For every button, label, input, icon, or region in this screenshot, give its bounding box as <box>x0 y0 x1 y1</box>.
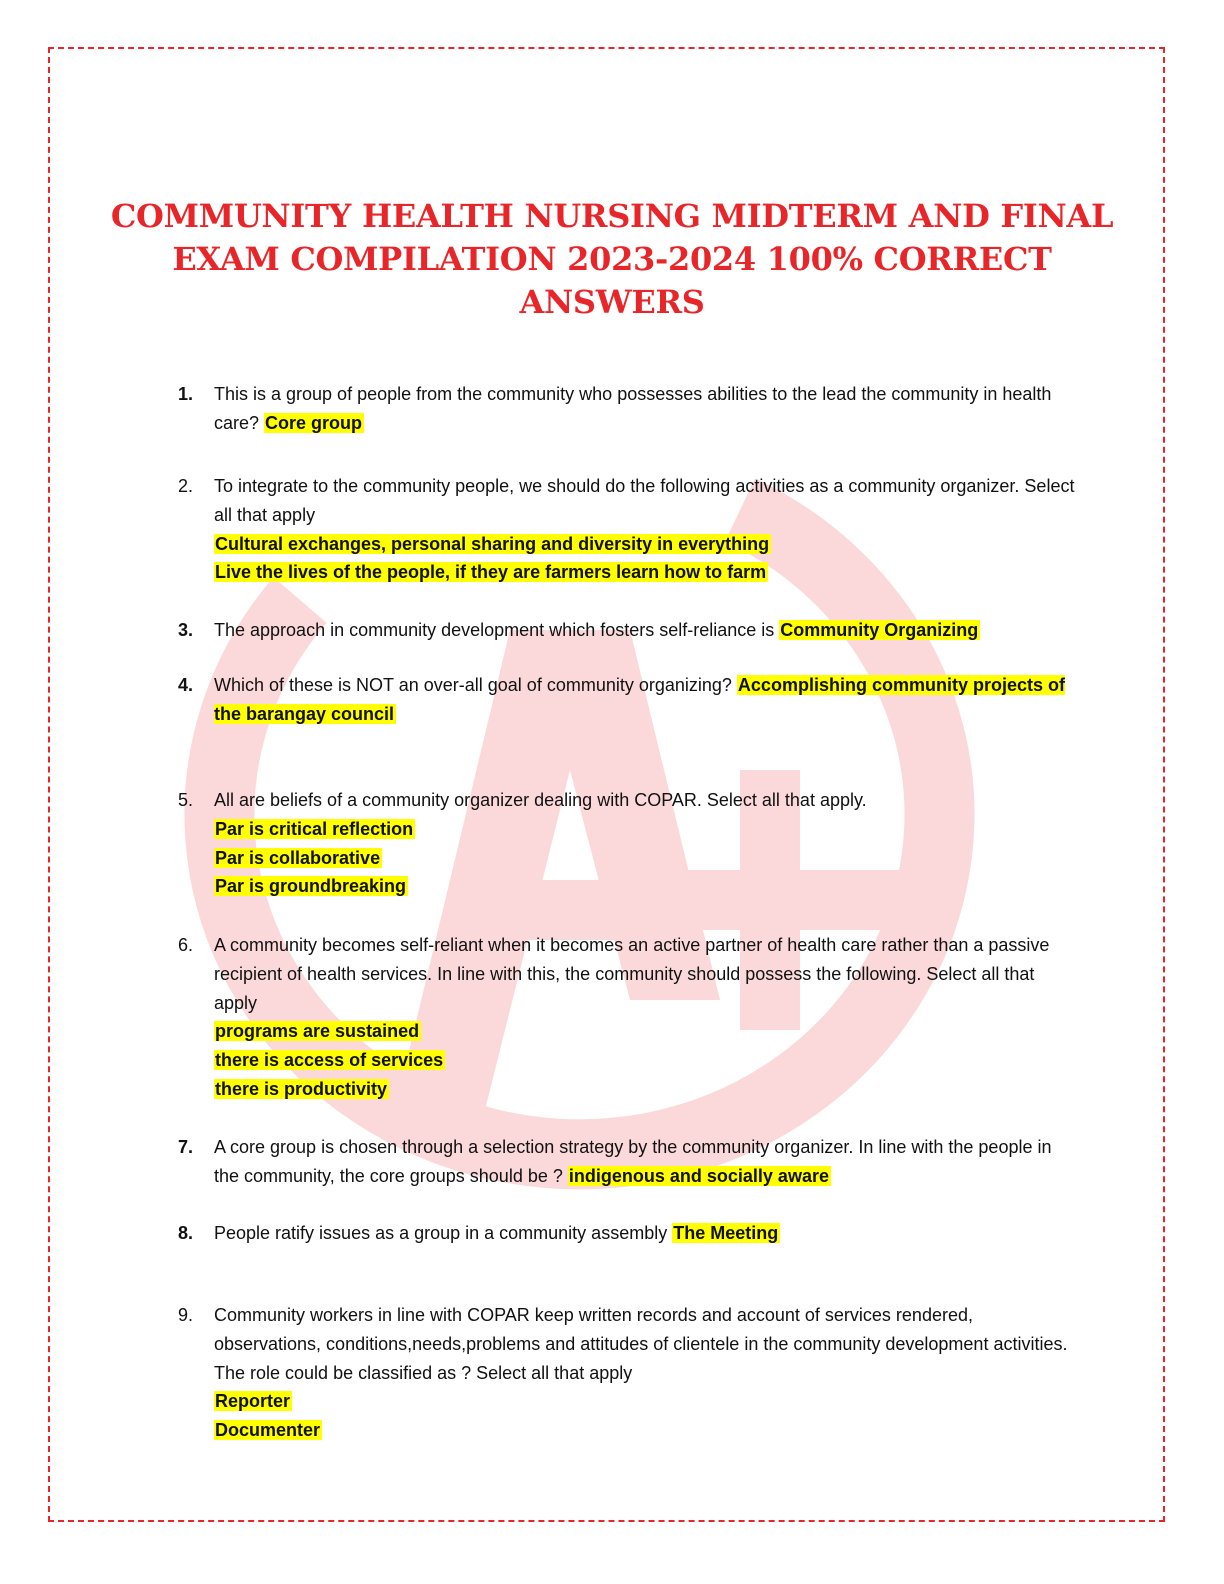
question-number: 4. <box>178 675 194 695</box>
answer-highlight: Accomplishing community projects of the barangay council <box>214 675 1065 724</box>
question-number: 8. <box>178 1223 194 1243</box>
document-title: COMMUNITY HEALTH NURSING MIDTERM AND FINAL EXAM COMPILATION 2023-2024 100% CORRECT ANSWERS <box>110 197 1114 321</box>
answer-highlight: Community Organizing <box>780 620 979 640</box>
question-number: 2. <box>178 476 194 496</box>
answer-highlight: Par is collaborative <box>215 847 381 868</box>
question-number: 9. <box>178 1305 194 1325</box>
question-6 <box>178 931 1078 1104</box>
answer-highlight: Core group <box>265 412 363 433</box>
question-4 <box>178 671 1078 729</box>
question-number: 5. <box>178 790 194 810</box>
question-text: The approach in community development which fosters self-reliance is <box>214 620 775 640</box>
question-text: A core group is chosen through a selection strategy by the community organizer. In line with the people in the community, the core groups should be ? <box>214 1137 1052 1186</box>
question-number: 3. <box>178 620 194 640</box>
question-text: Community workers in line with COPAR keep written records and account of services rendered, observations, conditions,needs,problems and attitudes of clientele in the community development activities. The role could be classified as ? Select all that apply <box>214 1305 1068 1383</box>
answer-highlight: Reporter <box>215 1391 291 1412</box>
answer-highlight: indigenous and socially aware <box>568 1165 829 1186</box>
answer-highlight: The Meeting <box>673 1223 779 1243</box>
answer-highlight: there is access of services <box>215 1050 444 1071</box>
question-1 <box>178 380 1078 438</box>
question-number: 1. <box>178 384 194 404</box>
question-text: To integrate to the community people, we should do the following activities as a community organizer. Select all that apply <box>214 476 1075 525</box>
answer-highlight: Par is groundbreaking <box>215 876 407 897</box>
question-text: Which of these is NOT an over-all goal of community organizing? <box>214 675 732 695</box>
question-7 <box>178 1133 1078 1191</box>
question-2 <box>178 472 1078 587</box>
answer-highlight: Par is critical reflection <box>215 818 414 839</box>
question-number: 6. <box>178 935 194 955</box>
question-number: 7. <box>178 1137 194 1157</box>
question-text: People ratify issues as a group in a community assembly <box>214 1223 668 1243</box>
question-text: All are beliefs of a community organizer dealing with COPAR. Select all that apply. <box>214 790 867 810</box>
question-5 <box>178 786 1078 901</box>
answer-highlight: Cultural exchanges, personal sharing and diversity in everything <box>215 533 770 554</box>
answer-highlight: there is productivity <box>215 1078 388 1099</box>
answer-highlight: Documenter <box>215 1420 321 1441</box>
question-3 <box>178 616 1078 645</box>
answer-highlight: programs are sustained <box>215 1021 420 1042</box>
question-text: This is a group of people from the community who possesses abilities to the lead the community in health care? <box>214 384 1052 433</box>
answer-highlight: Live the lives of the people, if they are farmers learn how to farm <box>215 562 767 583</box>
question-8 <box>178 1219 1078 1248</box>
question-9 <box>178 1301 1078 1445</box>
question-text: A community becomes self-reliant when it becomes an active partner of health care rather than a passive recipient of health services. In line with this, the community should possess the following. Select all that apply <box>214 935 1050 1013</box>
